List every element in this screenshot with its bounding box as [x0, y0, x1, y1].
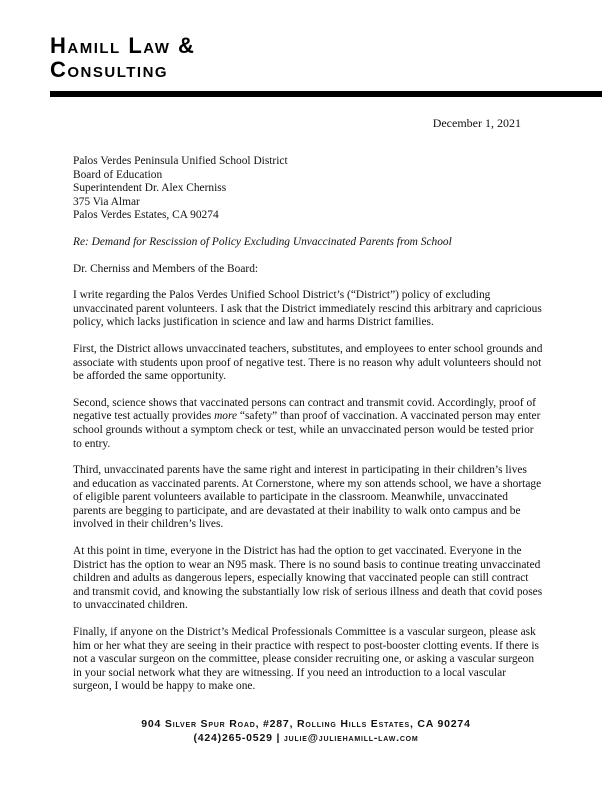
letterhead-logo	[50, 34, 195, 82]
recipient-line-4: 375 Via Almar	[73, 195, 140, 208]
footer-contact: (424)265-0529 | julie@juliehamill-law.com	[193, 732, 419, 744]
subject-line: Re: Demand for Rescission of Policy Excluding Unvaccinated Parents from School	[73, 235, 452, 248]
paragraph-second	[73, 397, 543, 451]
recipient-line-3: Superintendent Dr. Alex Cherniss	[73, 182, 227, 195]
header-rule	[50, 91, 602, 97]
paragraph-second-after: “safety” than proof of vaccination. A vaccinated person may enter school grounds without a symptom check or test, while an unvaccinated person would be tested prior to entry.	[73, 410, 541, 450]
paragraph-third: Third, unvaccinated parents have the same right and interest in participating in their children’s lives and education as vaccinated parents. At Cornerstone, where my son attends school, we have a shortage of eligible parent volunteers available to participate in the classroom. Meanwhile, unvaccinated parents are begging to participate, and are devastated at their inability to walk onto campus and be involved in their children’s lives.	[73, 464, 542, 531]
footer	[0, 717, 612, 745]
paragraph-intro: I write regarding the Palos Verdes Unified School District’s (“District”) policy of excluding unvaccinated parent volunteers. I ask that the District immediately rescind this arbitrary and capricious policy, which lacks justification in science and law and harms District families.	[73, 289, 542, 329]
recipient-line-2: Board of Education	[73, 168, 163, 181]
letter-body	[73, 155, 543, 707]
paragraph-first: First, the District allows unvaccinated teachers, substitutes, and employees to enter school grounds and associate with students upon proof of negative test. There is no reason why adult volunteers should not be afforded the same opportunity.	[73, 342, 543, 383]
recipient-address	[73, 155, 543, 223]
recipient-line-1: Palos Verdes Peninsula Unified School District	[73, 155, 288, 167]
paragraph-final: Finally, if anyone on the District’s Medical Professionals Committee is a vascular surgeon, please ask him or her what they are seeing in their practice with respect to post-booster clotting events. If there is not a vascular surgeon on the committee, please consider recruiting one, or asking a vascular surgeon in your social network what they are witnessing. If you need an introduction to a local vascular surgeon, I would be happy to make one.	[73, 626, 539, 693]
footer-address: 904 Silver Spur Road, #287, Rolling Hills Estates, CA 90274	[141, 718, 471, 730]
letter-date: December 1, 2021	[432, 116, 521, 130]
salutation: Dr. Cherniss and Members of the Board:	[73, 262, 259, 275]
recipient-line-5: Palos Verdes Estates, CA 90274	[73, 209, 219, 222]
paragraph-second-before: Second, science shows that vaccinated persons can contract and transmit covid. Accordingly, proof of negative test actually provides	[73, 396, 536, 423]
letterhead-line-2: Consulting	[50, 57, 169, 82]
paragraph-fourth: At this point in time, everyone in the District has had the option to get vaccinated. Everyone in the District has the option to wear an N95 mask. There is no sound basis to continue treating unvaccinated children and adults as dangerous lepers, especially knowing that vaccinated people can still contract and transmit covid, and knowing the substantially low risk of serious illness and death that covid poses to unvaccinated children.	[73, 545, 543, 612]
letterhead-line-1: Hamill Law &	[50, 33, 196, 58]
paragraph-second-emphasis: more	[214, 410, 238, 423]
